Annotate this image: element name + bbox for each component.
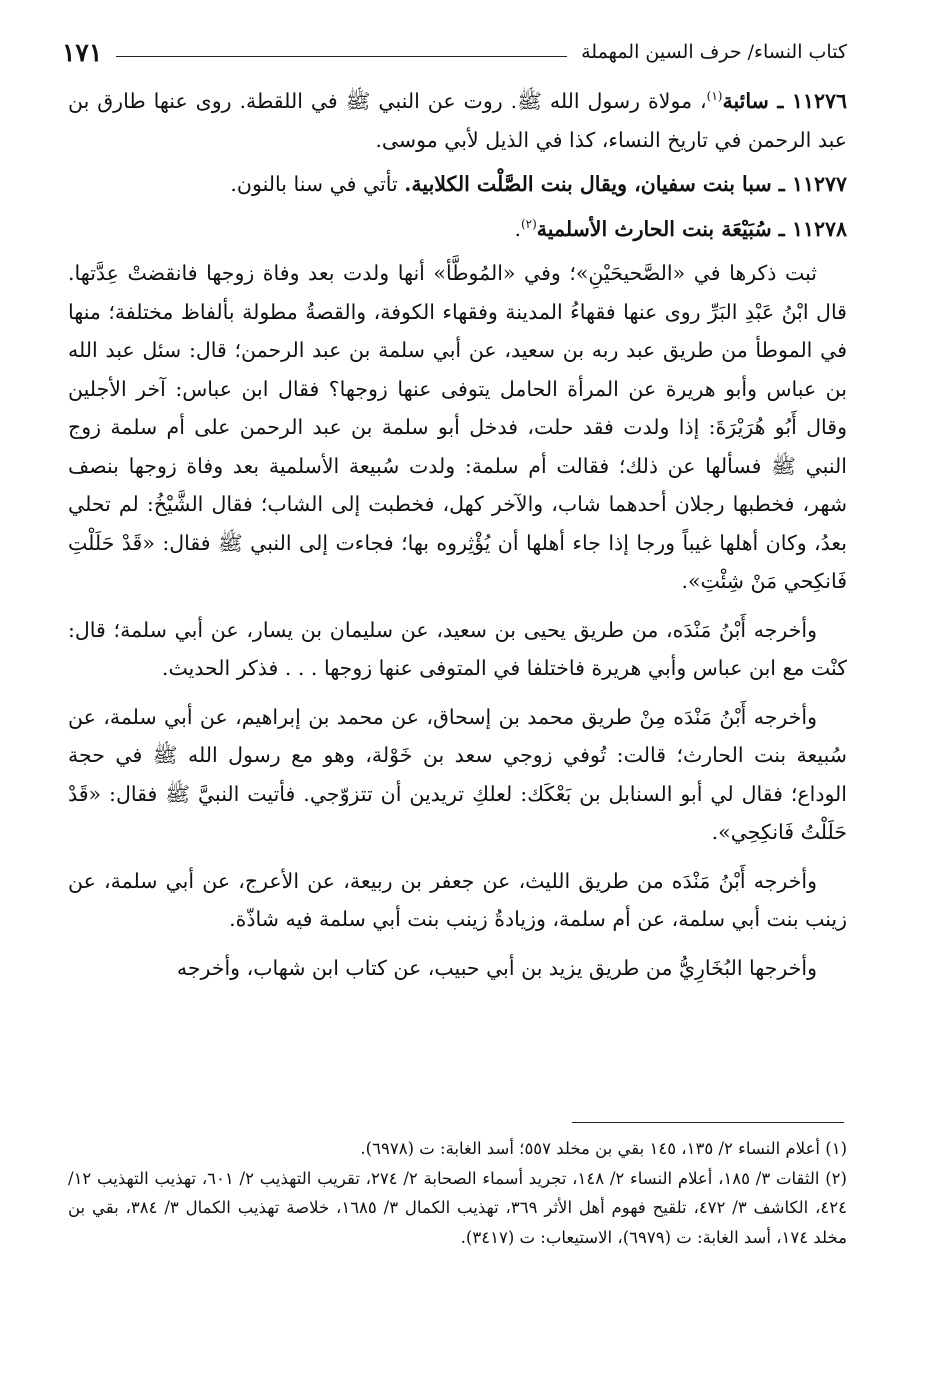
running-head-title: كتاب النساء/ حرف السين المهملة <box>581 41 847 63</box>
footnotes <box>68 1134 847 1252</box>
footnote-1: (١) أعلام النساء ٢/ ١٣٥، ١٤٥ بقي بن مخلد ٥٥٧؛ أسد الغابة: ت (٦٩٧٨). <box>360 1139 847 1158</box>
paragraph: وأخرجه أَبْنُ مَنْدَه مِنْ طريق محمد بن إسحاق، عن محمد بن إبراهيم، عن أبي سلمة، عن سُبيعة بنت الحارث؛ قالت: تُوفي زوجي سعد بن خَوْلة، وهو مع رسول الله ﷺ في حجة الوداع؛ فقال لي أبو السنابل بن بَعْكَك: لعلكِ تريدين أن تتزوّجي. فأتيت النبيَّ ﷺ فقال: «قَدْ حَلَلْتُ فَانكِحِي». <box>68 704 847 844</box>
running-head <box>62 32 847 72</box>
footnote-separator <box>572 1122 844 1123</box>
entry-11278 <box>68 210 847 249</box>
footnote-2: (٢) الثقات ٣/ ١٨٥، أعلام النساء ٢/ ١٤٨، تجريد أسماء الصحابة ٢/ ٢٧٤، تقريب التهذيب ٢/ ٦٠١، تهذيب التهذيب ١٢/ ٤٢٤، الكاشف ٣/ ٤٧٢، تلقيح فهوم أهل الأثر ٣٦٩، تهذيب الكمال ٣/ ١٦٨٥، خلاصة تهذيب الكمال ٣/ ٣٨٤، بقي بن مخلد ١٧٤، أسد الغابة: ت (٦٩٧٩)، الاستيعاب: ت (٣٤١٧). <box>68 1168 847 1247</box>
paragraph: وأخرجه أَبْنُ مَنْدَه، من طريق يحيى بن سعيد، عن سليمان بن يسار، عن أبي سلمة؛ قال: كنْت مع ابن عباس وأبي هريرة فاختلفا في المتوفى عنها زوجها . . . فذكر الحديث. <box>68 617 847 680</box>
entry-11276 <box>68 82 847 159</box>
entry-text: تأتي في سنا بالنون. <box>230 172 405 196</box>
footnote-ref: (٢) <box>520 216 537 231</box>
footnote-ref: (١) <box>706 89 723 104</box>
running-head-rule <box>116 56 567 57</box>
entry-heading: ١١٢٧٦ ـ سائبة <box>722 89 847 113</box>
entry-11277 <box>68 165 847 204</box>
paragraph: وأخرجها البُخَارِيُّ من طريق يزيد بن أبي حبيب، عن كتاب ابن شهاب، وأخرجه <box>176 955 817 980</box>
entry-text: ، مولاة رسول الله ﷺ. روت عن النبي ﷺ في اللقطة. روى عنها طارق بن عبد الرحمن في تاريخ النساء، كذا في الذيل لأبي موسى. <box>68 89 847 152</box>
entry-heading: ١١٢٧٨ ـ سُبَيْعَة بنت الحارث الأسلمية <box>536 216 847 241</box>
entry-heading: ١١٢٧٧ ـ سبا بنت سفيان، ويقال بنت الصَّلْت الكلابية. <box>404 172 847 196</box>
paragraph: وأخرجه أَبْنُ مَنْدَه من طريق الليث، عن جعفر بن ربيعة، عن الأعرج، عن أبي سلمة، عن زينب بنت أبي سلمة، عن أم سلمة، وزيادةُ زينب بنت أبي سلمة فيه شاذّة. <box>68 868 847 931</box>
paragraph: ثبت ذكرها في «الصَّحيحَيْنِ»؛ وفي «المُوطَّأ» أنها ولدت بعد وفاة زوجها فانقضتْ عِدَّتها. قال ابْنُ عَبْدِ البَرِّ روى عنها فقهاءُ المدينة وفقهاء الكوفة، والقصةُ مطولة بألفاظ مختلفة؛ منها في الموطأ من طريق عبد ربه بن سعيد، عن أبي سلمة بن عبد الرحمن؛ قال: سئل عبد الله بن عباس وأبو هريرة عن المرأة الحامل يتوفى عنها زوجها؟ فقال ابن عباس: آخر الأجلين وقال أَبُو هُرَيْرَةَ: إذا ولدت فقد حلت، فدخل أبو سلمة بن عبد الرحمن على أم سلمة زوج النبي ﷺ فسألها عن ذلك؛ فقالت أم سلمة: ولدت سُبيعة الأسلمية بعد وفاة زوجها بنصف شهر، فخطبها رجلان أحدهما شاب، والآخر كهل، فخطبت إلى الشاب؛ فقال الشَّيْخُ: لم تحلي بعدُ، وكان أهلها غيباً ورجا إذا جاء أهلها أن يُؤْثِروه بها؛ فجاءت إلى النبي ﷺ فقال: «قَدْ حَلَلْتِ فَانكِحي مَنْ شِئْتِ». <box>68 261 847 593</box>
main-text <box>68 82 847 997</box>
page-number: ١٧١ <box>62 37 103 67</box>
entry-text: . <box>514 216 521 241</box>
